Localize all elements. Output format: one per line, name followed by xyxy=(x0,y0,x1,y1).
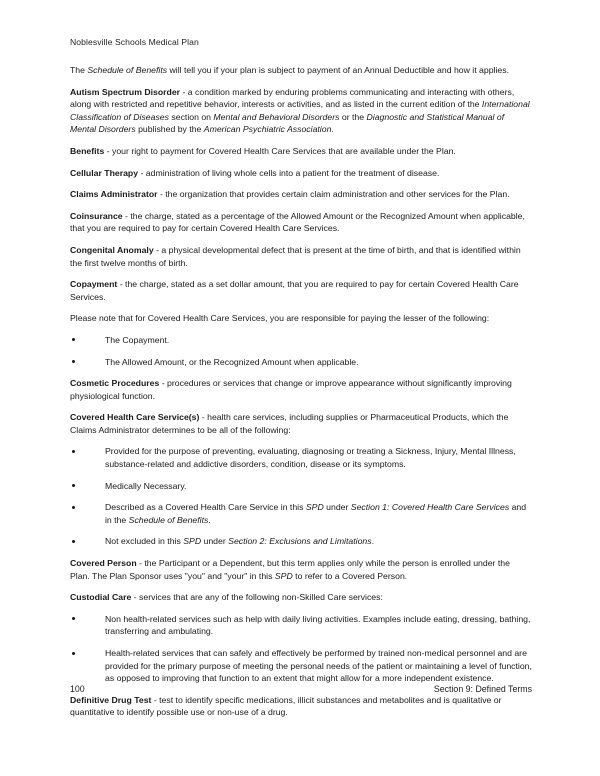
covered-person-text-1: - the Participant or a Dependent, but this term applies only while the person is enrolled under the Plan. The Plan Sponsor uses "you" and "your" in this xyxy=(70,558,510,581)
list-item xyxy=(70,334,532,347)
covered-health-care-service-text: - health care services, including supplies or Pharmaceutical Products, which the Claims Administrator determines to be all of the following: xyxy=(70,412,509,435)
bullet-dot-icon xyxy=(72,652,75,655)
custodial-care-bullet-list xyxy=(70,613,532,685)
list-item-text-1: Not excluded in this xyxy=(105,536,184,547)
footer-page-number: 100 xyxy=(70,684,85,694)
term-congenital-anomaly: Congenital Anomaly xyxy=(70,244,154,255)
term-copayment: Copayment xyxy=(70,279,118,290)
definition-covered-health-care-service xyxy=(70,411,532,436)
autism-italic-mental-behavioral-disorders: Mental and Behavioral Disorders xyxy=(213,111,340,122)
definition-covered-person xyxy=(70,557,532,582)
intro-text-after: will tell you if your plan is subject to payment of an Annual Deductible and how it applies. xyxy=(167,65,509,75)
document-body xyxy=(70,64,532,728)
list-item xyxy=(70,445,532,470)
list-item-text-3: . xyxy=(371,536,374,547)
list-item-label: Provided for the purpose of preventing, evaluating, diagnosing or treating a Sickness, Injury, Mental Illness, substance-related and addictive disorders, condition, disease or its symptoms. xyxy=(105,446,516,470)
definition-benefits xyxy=(70,145,532,158)
definition-definitive-drug-test xyxy=(70,694,532,719)
intro-text-before: The xyxy=(70,65,88,75)
autism-text-1: - a condition marked by enduring problems communicating and interacting with others, along with restricted and repetitive behavior, interests or activities, and as listed in the current edition of the xyxy=(70,86,515,110)
list-item-text-1: Described as a Covered Health Care Service in this xyxy=(105,502,306,513)
bullet-dot-icon xyxy=(72,617,75,620)
list-item xyxy=(70,501,532,526)
custodial-care-text: - services that are any of the following non-Skilled Care services: xyxy=(131,592,383,603)
definition-custodial-care xyxy=(70,591,532,604)
autism-text-3: or the xyxy=(339,111,367,122)
copayment-text: - the charge, stated as a set dollar amount, that you are required to pay for certain Covered Health Care Services. xyxy=(70,279,519,302)
list-item-italic-spd: SPD xyxy=(183,536,202,547)
covered-service-bullet-list xyxy=(70,445,532,548)
bullet-dot-icon xyxy=(72,360,75,363)
definition-autism-spectrum-disorder xyxy=(70,86,532,136)
running-head: Noblesville Schools Medical Plan xyxy=(70,37,199,47)
term-covered-person: Covered Person xyxy=(70,558,137,569)
term-autism-spectrum-disorder: Autism Spectrum Disorder xyxy=(70,86,181,97)
list-item-label: Health-related services that can safely and effectively be performed by trained non-medical personnel and are provided for the primary purpose of meeting the personal needs of the patient or maintaining a level of function, as opposed to improving that function to an extent that might allow for a more independent existence. xyxy=(105,648,532,684)
coinsurance-text: - the charge, stated as a percentage of the Allowed Amount or the Recognized Amount when applicable, that you are required to pay for certain Covered Health Care Services. xyxy=(70,210,525,234)
list-item-text-3: and in the xyxy=(105,502,527,525)
bullet-dot-icon xyxy=(72,540,75,543)
list-item-text-4: . xyxy=(208,514,211,525)
footer-section-label: Section 9: Defined Terms xyxy=(433,684,532,694)
autism-text-2: section on xyxy=(168,111,214,122)
intro-italic-schedule-of-benefits: Schedule of Benefits xyxy=(87,65,168,75)
list-item-text-2: under xyxy=(323,502,351,513)
definition-coinsurance xyxy=(70,210,532,235)
definition-claims-administrator xyxy=(70,188,532,201)
paragraph-intro xyxy=(70,64,532,77)
benefits-text: - your right to payment for Covered Health Care Services that are available under the Plan. xyxy=(104,145,456,156)
term-claims-administrator: Claims Administrator xyxy=(70,189,158,200)
list-item-label: Medically Necessary. xyxy=(105,480,187,491)
list-item xyxy=(70,356,532,369)
autism-text-4: published by the xyxy=(135,124,204,135)
autism-italic-icd: International Classification of Diseases xyxy=(70,99,530,122)
definition-copayment xyxy=(70,278,532,303)
bullet-dot-icon xyxy=(72,450,75,453)
page-footer xyxy=(70,683,532,695)
list-item xyxy=(70,613,532,638)
copayment-note: Please note that for Covered Health Care Services, you are responsible for paying the lesser of the following: xyxy=(70,313,490,324)
list-item xyxy=(70,535,532,548)
term-benefits: Benefits xyxy=(70,145,105,156)
congenital-anomaly-text: - a physical developmental defect that is present at the time of birth, and that is identified within the first twelve months of birth. xyxy=(70,244,521,268)
list-item xyxy=(70,480,532,493)
definitive-drug-test-text: - test to identify specific medications, illicit substances and metabolites and is qualitative or quantitative to identify possible use or non-use of a drug. xyxy=(70,694,502,718)
bullet-dot-icon xyxy=(72,506,75,509)
claims-administrator-text: - the organization that provides certain claim administration and other services for the Plan. xyxy=(157,189,510,200)
term-coinsurance: Coinsurance xyxy=(70,210,123,221)
list-item-label: The Allowed Amount, or the Recognized Amount when applicable. xyxy=(105,356,359,367)
cellular-therapy-text: - administration of living whole cells into a patient for the treatment of disease. xyxy=(138,167,440,178)
autism-italic-apa: American Psychiatric Association xyxy=(203,124,332,135)
copayment-bullet-list xyxy=(70,334,532,368)
bullet-dot-icon xyxy=(72,338,75,341)
list-item-italic-section-2: Section 2: Exclusions and Limitations xyxy=(228,536,372,547)
definition-cosmetic-procedures xyxy=(70,377,532,402)
cosmetic-procedures-text: - procedures or services that change or improve appearance without significantly improving physiological function. xyxy=(70,378,512,401)
covered-person-italic-spd: SPD xyxy=(274,570,293,581)
term-custodial-care: Custodial Care xyxy=(70,592,132,603)
list-item-text-2: under xyxy=(201,536,229,547)
term-cellular-therapy: Cellular Therapy xyxy=(70,167,139,178)
list-item xyxy=(70,647,532,685)
definition-congenital-anomaly xyxy=(70,244,532,269)
list-item-label: The Copayment. xyxy=(105,334,170,345)
term-definitive-drug-test: Definitive Drug Test xyxy=(70,694,152,705)
autism-text-5: . xyxy=(331,124,334,135)
term-cosmetic-procedures: Cosmetic Procedures xyxy=(70,378,160,389)
autism-italic-dsm: Diagnostic and Statistical Manual of Mental Disorders xyxy=(70,111,505,135)
list-item-italic-section-1: Section 1: Covered Health Care Services xyxy=(350,502,510,513)
list-item-italic-schedule-of-benefits: Schedule of Benefits xyxy=(128,514,209,525)
list-item-italic-spd: SPD xyxy=(305,502,324,513)
covered-person-text-2: to refer to a Covered Person. xyxy=(292,570,408,581)
list-item-label: Non health-related services such as help with daily living activities. Examples include eating, dressing, bathing, transferring and ambulating. xyxy=(105,613,531,637)
definition-cellular-therapy xyxy=(70,167,532,180)
term-covered-health-care-service: Covered Health Care Service(s) xyxy=(70,412,200,423)
bullet-dot-icon xyxy=(72,484,75,487)
